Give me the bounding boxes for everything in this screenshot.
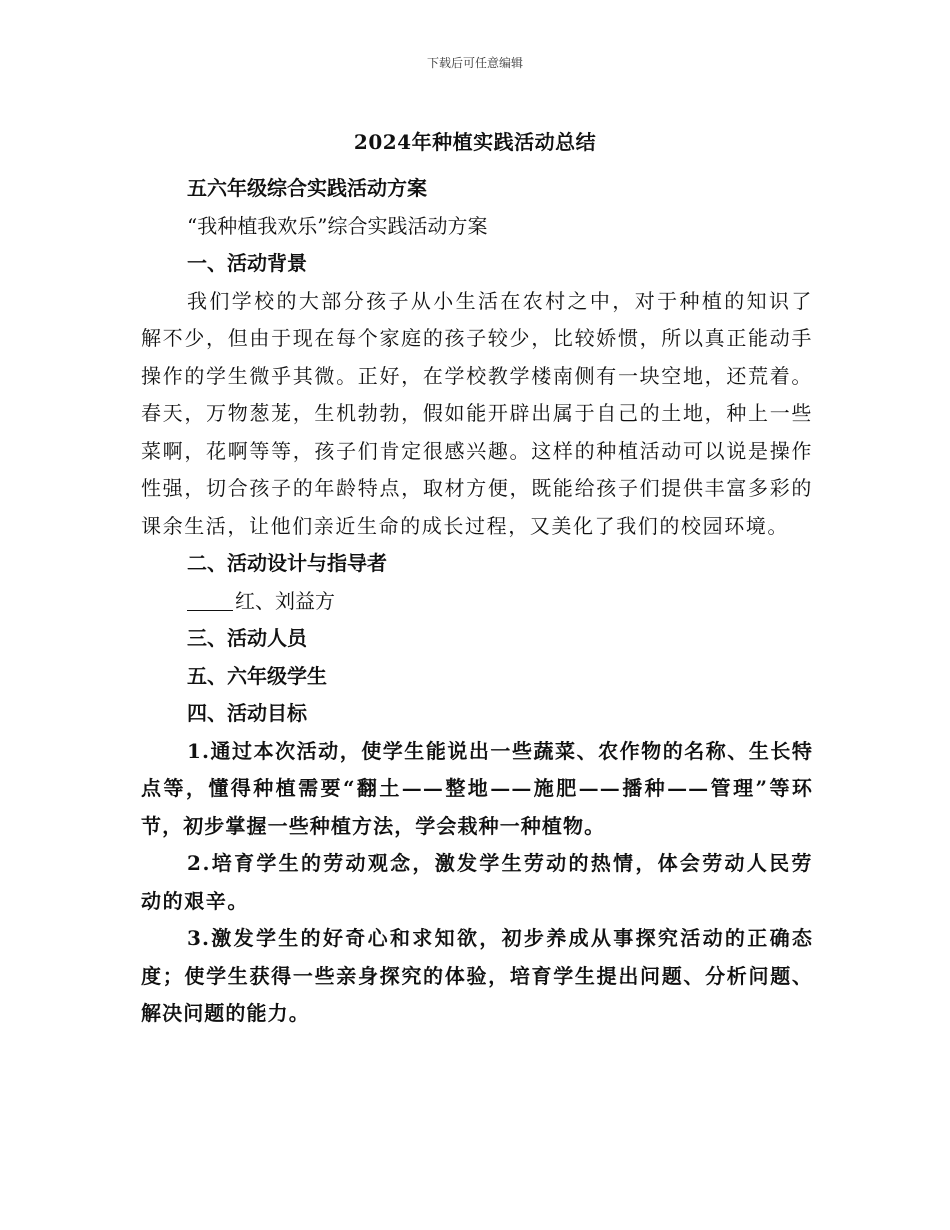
participants-line: 五、六年级学生 — [187, 663, 327, 688]
section-heading-background: 一、活动背景 — [187, 251, 307, 275]
section-heading-goals: 四、活动目标 — [187, 701, 307, 725]
plan-subtitle: “我种植我欢乐”综合实践活动方案 — [187, 213, 488, 238]
plan-heading: 五六年级综合实践活动方案 — [187, 176, 427, 200]
section-heading-participants: 三、活动人员 — [187, 626, 307, 650]
goal-2: 2.培育学生的劳动观念，激发学生劳动的热情，体会劳动人民劳动的艰辛。 — [141, 851, 813, 913]
section-heading-designers: 二、活动设计与指导者 — [187, 551, 387, 575]
goal-3: 3.激发学生的好奇心和求知欲，初步养成从事探究活动的正确态度；使学生获得一些亲身探究的体验，培育学生提出问题、分析问题、解决问题的能力。 — [141, 926, 813, 1025]
background-paragraph: 我们学校的大部分孩子从小生活在农村之中，对于种植的知识了解不少，但由于现在每个家庭的孩子较少，比较娇惯，所以真正能动手操作的学生微乎其微。正好，在学校教学楼南侧有一块空地，还荒着。春天，万物葱茏，生机勃勃，假如能开辟出属于自己的土地，种上一些菜啊，花啊等等，孩子们肯定很感兴趣。这样的种植活动可以说是操作性强，切合孩子的年龄特点，取材方便，既能给孩子们提供丰富多彩的课余生活，让他们亲近生命的成长过程，又美化了我们的校园环境。 — [141, 288, 813, 538]
document-body — [141, 170, 813, 1033]
header-note: 下载后可任意编辑 — [426, 56, 523, 70]
document-title: 2024年种植实践活动总结 — [353, 130, 597, 154]
name-blank — [187, 590, 233, 611]
goal-1: 1.通过本次活动，使学生能说出一些蔬菜、农作物的名称、生长特点等，懂得种植需要“翻土——整地——施肥——播种——管理”等环节，初步掌握一些种植方法，学会栽种一种植物。 — [141, 738, 813, 838]
designers-line — [141, 583, 813, 621]
designers-names: 红、刘益方 — [235, 588, 335, 613]
